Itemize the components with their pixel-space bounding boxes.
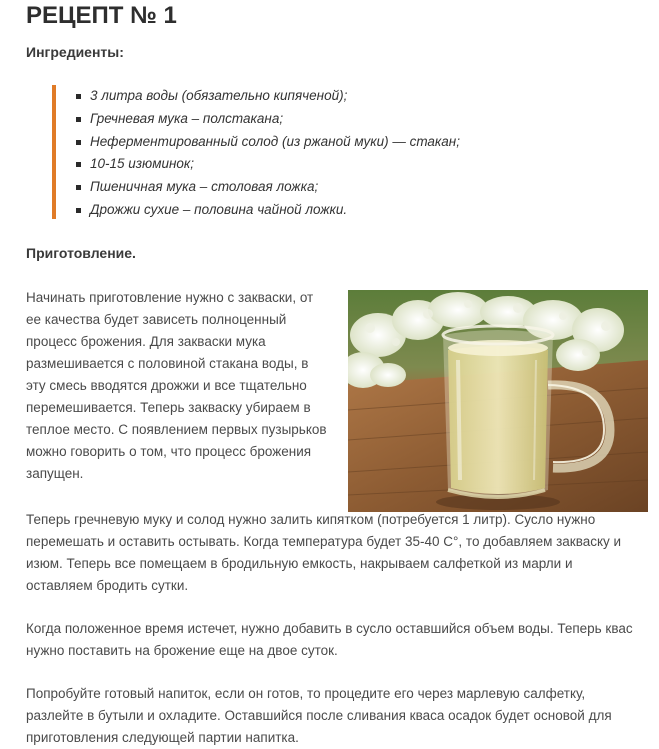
- ingredient-text: Пшеничная мука – столовая ложка;: [90, 179, 319, 195]
- ingredient-item: [90, 108, 516, 131]
- bullet-icon: [76, 208, 81, 213]
- preparation-heading: Приготовление.: [26, 245, 136, 261]
- ingredient-text: 3 литра воды (обязательно кипяченой);: [90, 88, 348, 103]
- ingredient-item: [90, 131, 516, 154]
- ingredient-text: Неферментированный солод (из ржаной муки) — стакан;: [90, 133, 460, 149]
- ingredient-item: [90, 85, 516, 108]
- preparation-paragraph-2: Теперь гречневую муку и солод нужно залить кипятком (потребуется 1 литр). Сусло нужно перемешать и оставить остывать. Когда температура будет 35-40 С°, то добавляем закваску и изюм. Теперь все помещаем в бродильную емкость, накрываем салфеткой из марли и оставляем бродить сутки.: [26, 512, 622, 593]
- ingredient-item: [90, 176, 516, 199]
- preparation-paragraph-3: Когда положенное время истечет, нужно добавить в сусло оставшийся объем воды. Теперь квас нужно поставить на брожение еще на двое суток.: [26, 621, 633, 658]
- ingredient-text: Гречневая мука – полстакана;: [90, 110, 284, 126]
- bullet-icon: [76, 94, 81, 99]
- ingredient-item: [90, 199, 516, 222]
- ingredient-text: Дрожжи сухие – половина чайной ложки.: [90, 201, 348, 217]
- preparation-paragraph-4: Попробуйте готовый напиток, если он готов, то процедите его через марлевую салфетку, разлейте в бутыли и охладите. Оставшийся после сливания кваса осадок будет основой для приготовления следующей партии напитка.: [26, 686, 612, 745]
- preparation-paragraph-1: Начинать приготовление нужно с закваски, от ее качества будет зависеть полноценный процесс брожения. Для закваски мука размешивается с половиной стакана воды, в эту смесь вводятся дрожжи и все тщательно перемешивается. Теперь закваску убираем в теплое место. С появлением первых пузырьков можно говорить о том, что процесс брожения запущен.: [26, 290, 327, 481]
- bullet-icon: [76, 117, 81, 122]
- recipe-title: РЕЦЕПТ № 1: [26, 2, 177, 29]
- ingredients-list: [56, 85, 516, 222]
- ingredient-text: 10-15 изюминок;: [90, 156, 195, 172]
- bullet-icon: [76, 185, 81, 190]
- ingredients-list-box: [52, 85, 516, 219]
- kvass-mug-photo: [348, 290, 648, 512]
- bullet-icon: [76, 162, 81, 167]
- ingredients-heading: Ингредиенты:: [26, 44, 124, 60]
- ingredient-item: [90, 153, 516, 176]
- bullet-icon: [76, 140, 81, 145]
